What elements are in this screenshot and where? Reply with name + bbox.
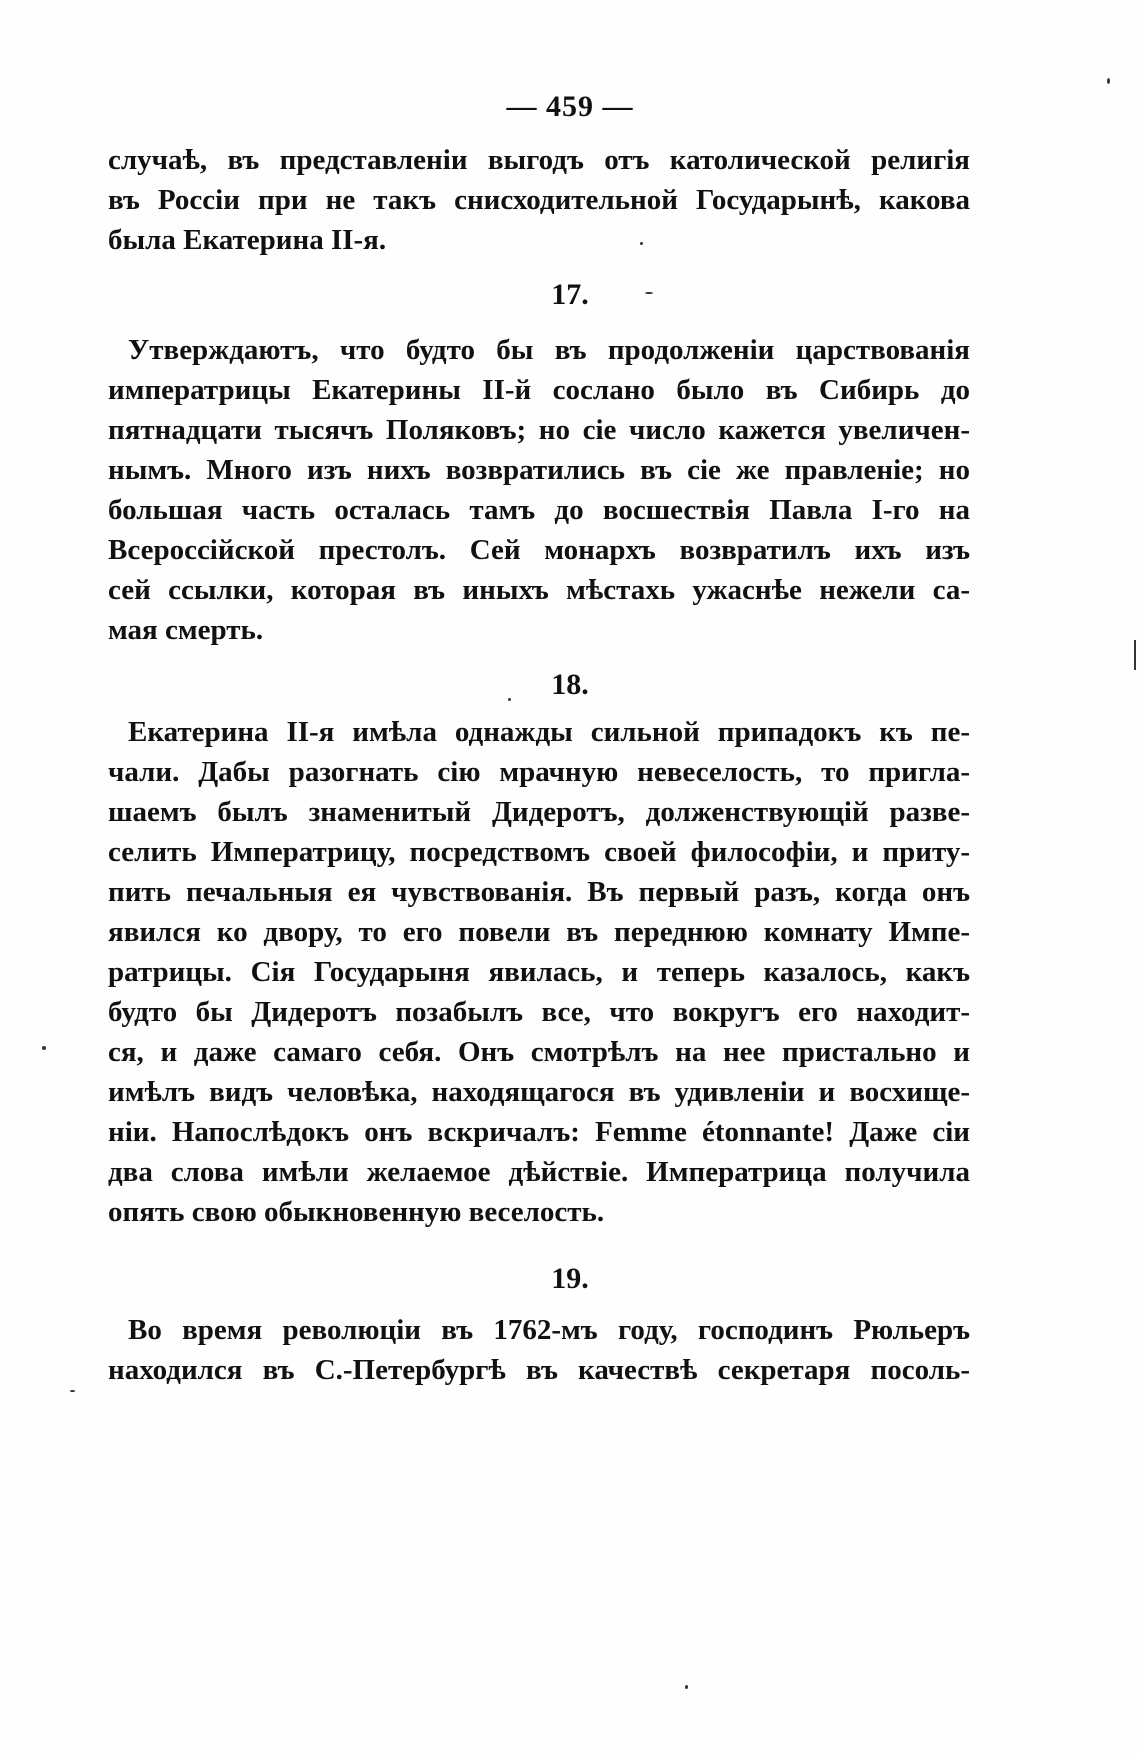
page-number: — 459 —	[506, 90, 634, 123]
text-line: сей ссылки, которая въ иныхъ мѣстахь ужаснѣе нежели са-	[108, 574, 970, 606]
text-line: Екатерина II-я имѣла однажды сильной припадокъ къ пе-	[128, 716, 970, 748]
scan-speck	[70, 1390, 75, 1392]
text-line: явился ко двору, то его повели въ переднюю комнату Импе-	[108, 916, 970, 948]
scan-speck	[508, 698, 511, 701]
scan-speck	[645, 292, 653, 294]
scan-speck	[42, 1046, 46, 1050]
scan-speck	[1107, 78, 1110, 84]
text-line: императрицы Екатерины II-й сослано было въ Сибирь до	[108, 374, 970, 406]
text-line: пить печальныя ея чувствованія. Въ первый разъ, когда онъ	[108, 876, 970, 908]
text-line: селить Императрицу, посредствомъ своей философіи, и приту-	[108, 836, 970, 868]
text-line: чали. Дабы разогнать сію мрачную невеселость, то пригла-	[108, 756, 970, 788]
section-number-19: 19.	[551, 1262, 589, 1295]
text-line: ніи. Напослѣдокъ онъ вскричалъ: Femme étonnante! Даже сіи	[108, 1116, 970, 1148]
text-line: два слова имѣли желаемое дѣйствіе. Императрица получила	[108, 1156, 970, 1188]
scan-edge-mark	[1134, 640, 1136, 670]
section-number-18: 18.	[551, 668, 589, 701]
text-line: Утверждаютъ, что будто бы въ продолженіи царствованія	[128, 334, 970, 366]
text-line: была Екатерина II-я.	[108, 224, 387, 256]
text-line: опять свою обыкновенную веселость.	[108, 1196, 605, 1228]
text-line: въ Россіи при не такъ снисходительной Государынѣ, какова	[108, 184, 970, 216]
text-line: ратрицы. Сія Государыня явилась, и теперь казалось, какъ	[108, 956, 970, 988]
text-line: шаемъ былъ знаменитый Дидеротъ, долженствующій разве-	[108, 796, 970, 828]
text-line: нымъ. Много изъ нихъ возвратились въ сіе же правленіе; но	[108, 454, 970, 486]
scan-speck	[685, 1685, 688, 1689]
text-line: ся, и даже самаго себя. Онъ смотрѣлъ на нее пристально и	[108, 1036, 970, 1068]
section-number-17: 17.	[551, 278, 589, 311]
text-line: будто бы Дидеротъ позабылъ все, что вокругъ его находит-	[108, 996, 970, 1028]
text-line: большая часть осталась тамъ до восшествія Павла I-го на	[108, 494, 970, 526]
text-line: случаѣ, въ представленіи выгодъ отъ католической религія	[108, 144, 970, 176]
scan-speck	[640, 242, 643, 245]
text-line: Во время революціи въ 1762-мъ году, господинъ Рюльеръ	[128, 1314, 970, 1346]
text-line: имѣлъ видъ человѣка, находящагося въ удивленіи и восхище-	[108, 1076, 970, 1108]
text-line: Всероссійской престолъ. Сей монархъ возвратилъ ихъ изъ	[108, 534, 970, 566]
text-line: пятнадцати тысячъ Поляковъ; но сіе число кажется увеличен-	[108, 414, 970, 446]
text-line: мая смерть.	[108, 614, 264, 646]
text-line: находился въ С.-Петербургѣ въ качествѣ секретаря посоль-	[108, 1354, 970, 1386]
